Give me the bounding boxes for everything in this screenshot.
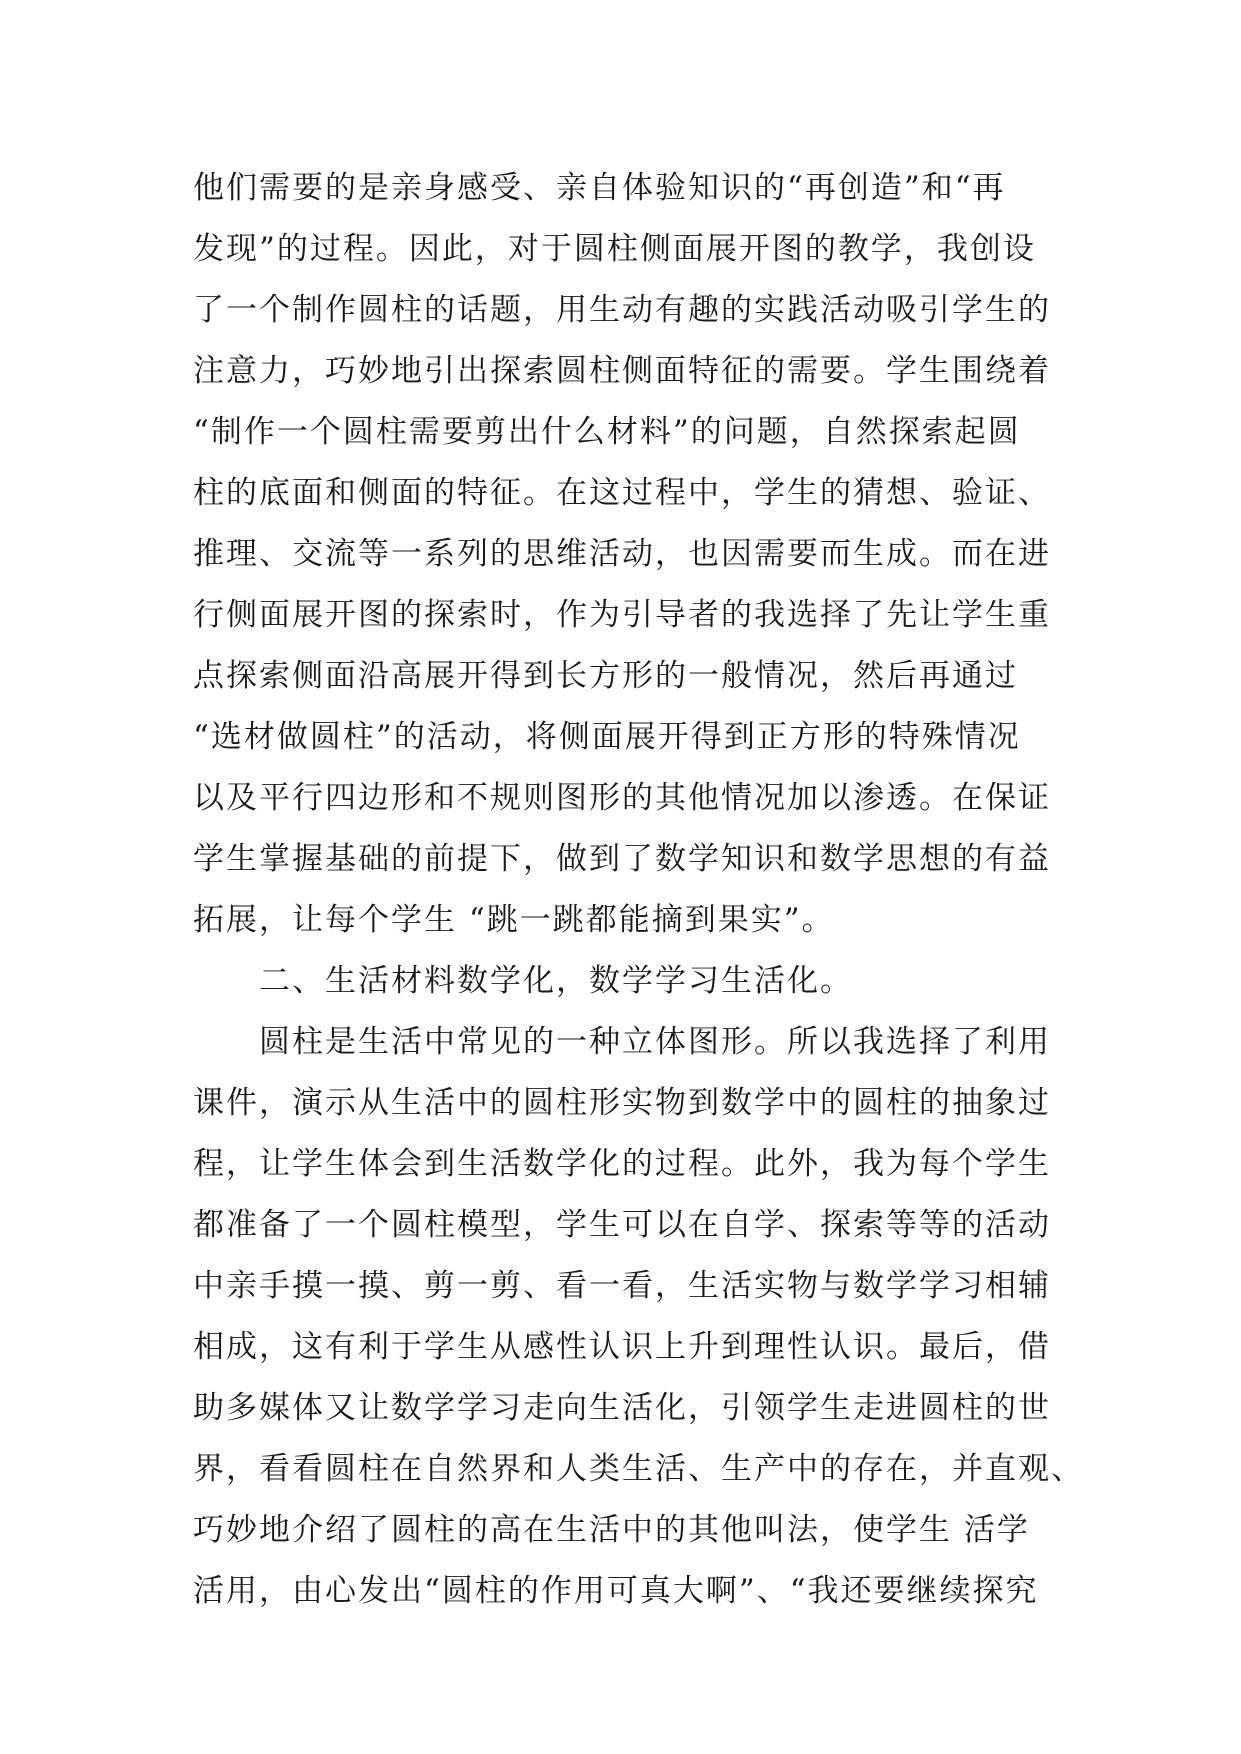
text-line: 他们需要的是亲身感受、亲自体验知识的“再创造”和“再 bbox=[193, 170, 1006, 206]
text-line: “制作一个圆柱需要剪出什么材料”的问题，自然探索起圆 bbox=[193, 414, 1021, 450]
section-heading: 二、生活材料数学化，数学学习生活化。 bbox=[259, 963, 853, 999]
text-line: 程，让学生体会到生活数学化的过程。此外，我为每个学生 bbox=[193, 1146, 1051, 1182]
text-line: 注意力，巧妙地引出探索圆柱侧面特征的需要。学生围绕着 bbox=[193, 353, 1051, 389]
text-line: “选材做圆柱”的活动，将侧面展开得到正方形的特殊情况 bbox=[193, 719, 1021, 755]
text-line: 以及平行四边形和不规则图形的其他情况加以渗透。在保证 bbox=[193, 780, 1051, 816]
text-line: 学生掌握基础的前提下，做到了数学知识和数学思想的有益 bbox=[193, 841, 1051, 877]
text-line: 柱的底面和侧面的特征。在这过程中，学生的猜想、验证、 bbox=[193, 475, 1051, 511]
text-line: 了一个制作圆柱的话题，用生动有趣的实践活动吸引学生的 bbox=[193, 292, 1051, 328]
text-line: 点探索侧面沿高展开得到长方形的一般情况，然后再通过 bbox=[193, 658, 1018, 694]
text-line: 圆柱是生活中常见的一种立体图形。所以我选择了利用 bbox=[259, 1024, 1051, 1060]
text-line: 课件，演示从生活中的圆柱形实物到数学中的圆柱的抽象过 bbox=[193, 1085, 1051, 1121]
text-line: 中亲手摸一摸、剪一剪、看一看，生活实物与数学学习相辅 bbox=[193, 1268, 1051, 1304]
text-line: 相成，这有利于学生从感性认识上升到理性认识。最后，借 bbox=[193, 1329, 1051, 1365]
text-line: 推理、交流等一系列的思维活动，也因需要而生成。而在进 bbox=[193, 536, 1051, 572]
text-line: 行侧面展开图的探索时，作为引导者的我选择了先让学生重 bbox=[193, 597, 1051, 633]
text-line: 都准备了一个圆柱模型，学生可以在自学、探索等等的活动 bbox=[193, 1207, 1051, 1243]
body-text bbox=[193, 158, 1084, 1622]
text-line: 巧妙地介绍了圆柱的高在生活中的其他叫法，使学生 活学 bbox=[193, 1512, 1030, 1548]
text-line: 活用，由心发出“圆柱的作用可真大啊”、“我还要继续探究 bbox=[193, 1573, 1039, 1609]
text-line: 助多媒体又让数学学习走向生活化，引领学生走进圆柱的世 bbox=[193, 1390, 1051, 1426]
text-line: 发现”的过程。因此，对于圆柱侧面展开图的教学，我创设 bbox=[193, 231, 1036, 267]
text-line: 界，看看圆柱在自然界和人类生活、生产中的存在，并直观、 bbox=[193, 1451, 1084, 1487]
text-line: 拓展，让每个学生 “跳一跳都能摘到果实”。 bbox=[193, 902, 835, 938]
